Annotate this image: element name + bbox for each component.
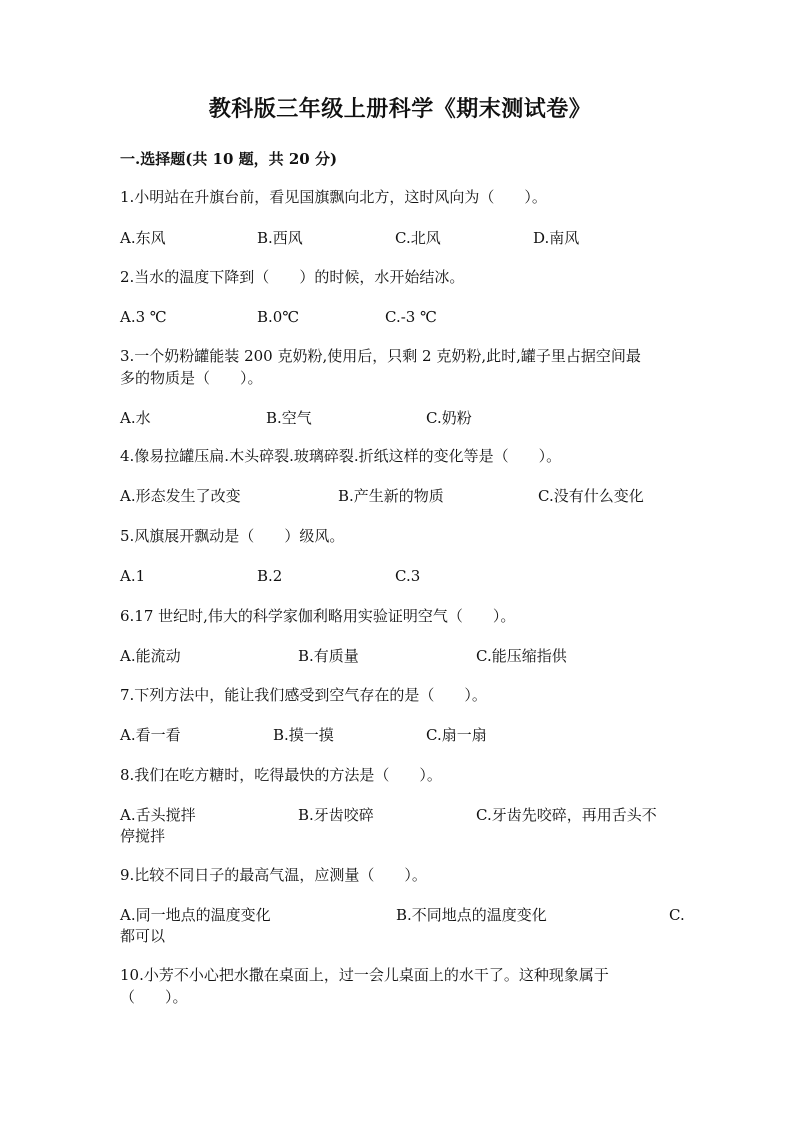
question-8: 8.我们在吃方糖时，吃得最快的方法是（ ）。	[120, 766, 442, 784]
q9-option-c-continued: 都可以	[120, 927, 166, 945]
q7-option-c: C.扇一扇	[426, 726, 487, 744]
question-10: 10.小芳不小心把水撒在桌面上，过一会儿桌面上的水干了。这种现象属于	[120, 966, 609, 984]
q8-option-a: A.舌头搅拌	[120, 806, 196, 824]
question-3: 3.一个奶粉罐能装 200 克奶粉,使用后，只剩 2 克奶粉,此时,罐子里占据空间最	[120, 347, 641, 365]
q6-option-a: A.能流动	[120, 647, 181, 665]
question-1: 1.小明站在升旗台前，看见国旗飘向北方，这时风向为（ ）。	[120, 188, 547, 206]
q1-option-d: D.南风	[533, 229, 580, 247]
q5-option-b: B.2	[257, 567, 283, 585]
q9-option-b: B.不同地点的温度变化	[396, 906, 547, 924]
q3-option-c: C.奶粉	[426, 409, 472, 427]
q5-option-a: A.1	[120, 567, 146, 585]
q8-option-c-continued: 停搅拌	[120, 827, 166, 845]
question-3-continued: 多的物质是（ ）。	[120, 369, 263, 387]
q3-option-b: B.空气	[266, 409, 312, 427]
q4-option-c: C.没有什么变化	[538, 487, 644, 505]
question-5: 5.风旗展开飘动是（ ）级风。	[120, 527, 345, 545]
q8-option-c: C.牙齿先咬碎，再用舌头不	[476, 806, 657, 824]
q2-option-b: B.0℃	[257, 308, 300, 326]
q8-option-b: B.牙齿咬碎	[298, 806, 374, 824]
q1-option-a: A.东风	[120, 229, 166, 247]
q2-option-a: A.3 ℃	[120, 308, 167, 326]
q1-option-c: C.北风	[395, 229, 441, 247]
question-2: 2.当水的温度下降到（ ）的时候，水开始结冰。	[120, 268, 465, 286]
question-10-continued: （ ）。	[120, 988, 188, 1006]
q7-option-a: A.看一看	[120, 726, 181, 744]
q6-option-b: B.有质量	[298, 647, 359, 665]
question-9: 9.比较不同日子的最高气温，应测量（ ）。	[120, 866, 427, 884]
question-7: 7.下列方法中，能让我们感受到空气存在的是（ ）。	[120, 686, 487, 704]
q1-option-b: B.西风	[257, 229, 303, 247]
q4-option-a: A.形态发生了改变	[120, 487, 241, 505]
q7-option-b: B.摸一摸	[273, 726, 334, 744]
q9-option-a: A.同一地点的温度变化	[120, 906, 271, 924]
q9-option-c: C.	[669, 906, 685, 924]
q3-option-a: A.水	[120, 409, 151, 427]
q5-option-c: C.3	[395, 567, 421, 585]
q6-option-c: C.能压缩指供	[476, 647, 567, 665]
question-6: 6.17 世纪时,伟大的科学家伽利略用实验证明空气（ ）。	[120, 607, 516, 625]
q2-option-c: C.-3 ℃	[385, 308, 437, 326]
section-heading: 一.选择题(共 10 题，共 20 分)	[120, 150, 338, 168]
page-title: 教科版三年级上册科学《期末测试卷》	[208, 96, 592, 122]
question-4: 4.像易拉罐压扁.木头碎裂.玻璃碎裂.折纸这样的变化等是（ ）。	[120, 447, 562, 465]
q4-option-b: B.产生新的物质	[338, 487, 444, 505]
